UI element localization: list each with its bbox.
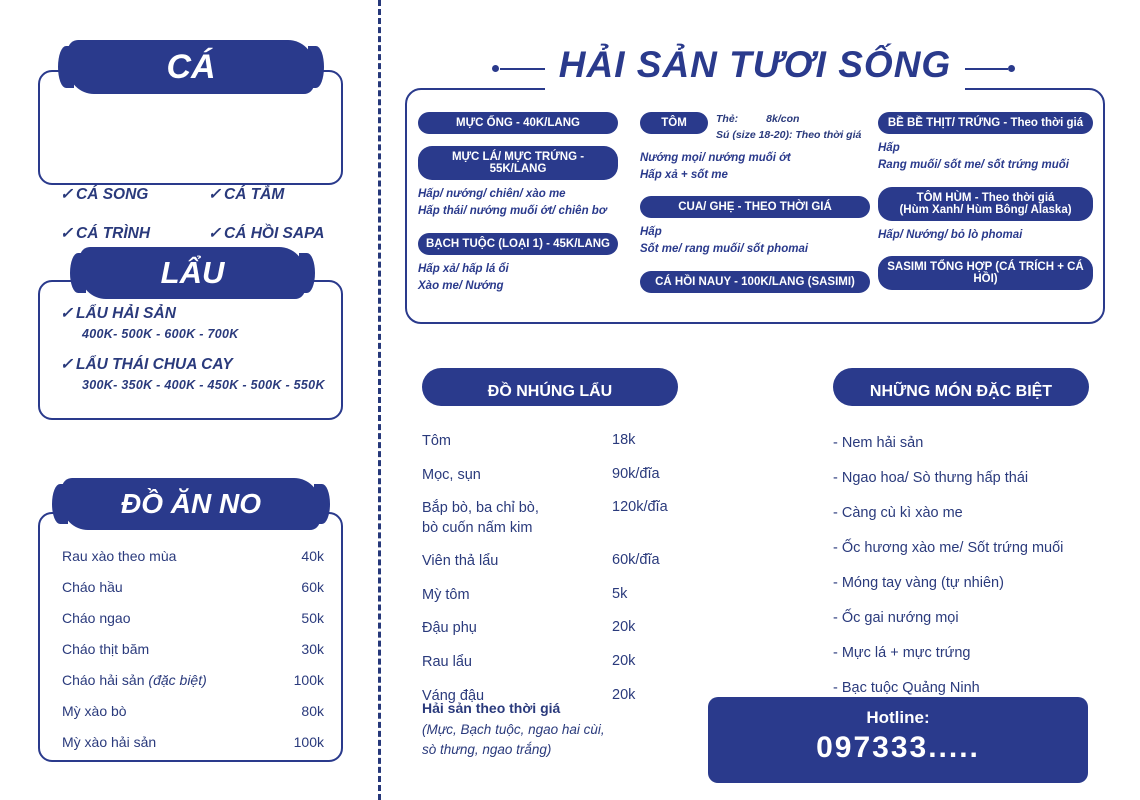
- ca-item-grid: [60, 185, 360, 243]
- dish-name: Mỳ tôm: [422, 586, 470, 603]
- do-an-no-title: ĐỒ ĂN NO: [121, 488, 261, 519]
- ca-item-label: CÁ SONG: [76, 186, 149, 203]
- dish-price: 80k: [301, 702, 324, 719]
- dish-price: 5k: [612, 585, 628, 602]
- table-row: [62, 571, 324, 602]
- table-row: [62, 602, 324, 633]
- seafood-block: [640, 271, 870, 293]
- seafood-pill: BỀ BỀ THỊT/ TRỨNG - Theo thời giá: [878, 112, 1093, 134]
- do-nhung-lau-banner: [422, 368, 678, 406]
- seafood-sub: Hấp xả/ hấp lá ổi Xào me/ Nướng: [418, 262, 509, 292]
- list-item: - Càng cù kì xào me: [833, 504, 963, 521]
- seafood-block-tom: [640, 112, 870, 184]
- table-row: [62, 664, 324, 695]
- decor-line-right: [962, 68, 1008, 70]
- table-row: [422, 425, 712, 459]
- seafood-block: [878, 256, 1093, 290]
- decor-dot-left: [492, 65, 499, 72]
- dish-note: (đặc biệt): [148, 671, 207, 688]
- do-nhung-lau-title: ĐỒ NHÚNG LẨU: [487, 383, 613, 400]
- list-item: - Ốc gai nướng mọi: [833, 609, 959, 626]
- list-item: [60, 304, 350, 341]
- dish-price: 100k: [293, 733, 324, 750]
- dish-name: Mỳ xào hải sản: [62, 733, 157, 750]
- table-row: [422, 492, 712, 545]
- seafood-column-3: [878, 112, 1093, 302]
- dish-price: 120k/đĩa: [612, 499, 668, 516]
- do-an-no-list: [62, 540, 324, 757]
- dish-name: Mọc, sụn: [422, 466, 481, 483]
- dish-name: Viên thả lẩu: [422, 553, 499, 570]
- seafood-pill: TÔM: [640, 112, 708, 134]
- tom-row: [640, 112, 870, 144]
- seafood-block: [418, 146, 618, 221]
- seafood-block: [878, 112, 1093, 175]
- decor-dot-right: [1008, 65, 1015, 72]
- seafood-sub: Hấp Rang muối/ sốt me/ sốt trứng muối: [878, 142, 1069, 172]
- seafood-block: [878, 187, 1093, 244]
- lau-title: LẨU: [160, 255, 225, 290]
- hotline-number: 097333.....: [816, 731, 980, 764]
- list-item: [60, 224, 200, 243]
- check-icon: ✓: [60, 305, 73, 322]
- table-row: [62, 540, 324, 571]
- table-row: [62, 695, 324, 726]
- mon-dac-biet-title: NHỮNG MÓN ĐẶC BIỆT: [869, 383, 1053, 400]
- seafood-pill: MỰC ỐNG - 40K/LANG: [418, 112, 618, 134]
- table-row: [422, 579, 712, 613]
- dish-price: 20k: [612, 652, 636, 669]
- list-item: [208, 185, 348, 204]
- tom-type-label: Thẻ:: [716, 113, 739, 125]
- seafood-column-1: [418, 112, 618, 307]
- list-item: - Móng tay vàng (tự nhiên): [833, 574, 1004, 591]
- seafood-pill: CÁ HỒI NAUY - 100K/LANG (SASIMI): [640, 271, 870, 293]
- check-icon: ✓: [208, 186, 221, 203]
- lau-item-list: [60, 304, 350, 392]
- list-item: - Mực lá + mực trứng: [833, 644, 971, 661]
- table-row: [62, 633, 324, 664]
- table-row: [62, 726, 324, 757]
- list-item: - Bạc tuộc Quảng Ninh: [833, 679, 980, 696]
- do-nhung-lau-note: [422, 700, 682, 759]
- lau-item-label: LẨU HẢI SẢN: [76, 305, 176, 322]
- tom-size-line: Sú (size 18-20): Theo thời giá: [716, 128, 862, 141]
- dish-price: 60k/đĩa: [612, 552, 660, 569]
- do-nhung-lau-list: [422, 425, 712, 713]
- tom-price-info: [716, 112, 861, 144]
- ca-title: CÁ: [166, 48, 216, 86]
- dish-name: Váng đậu: [422, 687, 485, 704]
- vertical-dashed-divider: [378, 0, 381, 800]
- dish-name: Đậu phụ: [422, 620, 477, 637]
- seafood-sub: Hấp/ Nướng/ bỏ lò phomai: [878, 228, 1023, 241]
- seafood-title: HẢI SẢN TƯƠI SỐNG: [545, 44, 965, 94]
- seafood-column-2: [640, 112, 870, 305]
- seafood-sub: Hấp/ nướng/ chiên/ xào me Hấp thái/ nướng muối ớt/ chiên bơ: [418, 188, 607, 218]
- dish-price: 40k: [301, 547, 324, 564]
- dish-name: Rau xào theo mùa: [62, 547, 177, 564]
- dish-price: 18k: [612, 432, 636, 448]
- dish-name: Cháo ngao: [62, 609, 131, 626]
- seafood-pill: TÔM HÙM - Theo thời giá (Hùm Xanh/ Hùm Bông/ Alaska): [878, 187, 1093, 221]
- lau-item-label: LẨU THÁI CHUA CAY: [76, 356, 233, 373]
- do-an-no-title-banner: [62, 478, 320, 530]
- dish-name: Cháo hải sản (đặc biệt): [62, 671, 207, 688]
- check-icon: ✓: [208, 225, 221, 242]
- check-icon: ✓: [60, 225, 73, 242]
- seafood-sub: Nướng mọi/ nướng muối ớt Hấp xả + sốt me: [640, 151, 791, 181]
- table-row: [422, 646, 712, 680]
- list-item: - Nem hải sản: [833, 434, 924, 451]
- seafood-pill: BẠCH TUỘC (LOẠI 1) - 45K/LANG: [418, 233, 618, 255]
- hotline-box[interactable]: [708, 697, 1088, 783]
- dish-name: Tôm: [422, 433, 451, 449]
- lau-title-banner: [80, 247, 305, 299]
- table-row: [422, 459, 712, 493]
- seafood-block: [418, 233, 618, 296]
- dish-price: 50k: [301, 609, 324, 626]
- decor-line-left: [500, 68, 546, 70]
- lau-item-price: 400K- 500K - 600K - 700K: [82, 327, 239, 341]
- check-icon: ✓: [60, 356, 73, 373]
- tom-type-price: 8k/con: [766, 113, 800, 125]
- seafood-block: [640, 196, 870, 259]
- seafood-pill: CUA/ GHẸ - THEO THỜI GIÁ: [640, 196, 870, 218]
- ca-item-label: CÁ HỒI SAPA: [224, 225, 325, 242]
- list-item: - Ốc hương xào me/ Sốt trứng muối: [833, 539, 1064, 556]
- mon-dac-biet-list: [833, 425, 1123, 705]
- table-row: [422, 545, 712, 579]
- dish-price: 30k: [301, 640, 324, 657]
- dish-name: Cháo hầu: [62, 578, 123, 595]
- list-item: - Ngao hoa/ Sò thưng hấp thái: [833, 469, 1029, 486]
- list-item: [60, 185, 200, 204]
- note-title: Hải sản theo thời giá: [422, 700, 561, 716]
- dish-name: Bắp bò, ba chỉ bò, bò cuốn nấm kim: [422, 500, 539, 536]
- dish-name: Cháo thịt băm: [62, 640, 150, 657]
- seafood-sub: Hấp Sốt me/ rang muối/ sốt phomai: [640, 226, 809, 256]
- mon-dac-biet-banner: [833, 368, 1089, 406]
- ca-item-label: CÁ TRÌNH: [76, 225, 151, 242]
- check-icon: ✓: [60, 186, 73, 203]
- dish-name: Mỳ xào bò: [62, 702, 127, 719]
- note-subtitle: (Mực, Bạch tuộc, ngao hai cùi, sò thưng, ngao trắng): [422, 722, 605, 757]
- seafood-block: [418, 112, 618, 134]
- seafood-pill: SASIMI TỔNG HỢP (CÁ TRÍCH + CÁ HỒI): [878, 256, 1093, 290]
- lau-item-price: 300K- 350K - 400K - 450K - 500K - 550K: [82, 378, 325, 392]
- dish-price: 20k: [612, 686, 636, 703]
- ca-title-banner: [68, 40, 314, 94]
- dish-price: 60k: [301, 578, 324, 595]
- list-item: [60, 355, 350, 392]
- dish-price: 100k: [293, 671, 324, 688]
- list-item: [208, 224, 348, 243]
- table-row: [422, 612, 712, 646]
- dish-price: 90k/đĩa: [612, 465, 660, 482]
- seafood-pill: MỰC LÁ/ MỰC TRỨNG - 55K/LANG: [418, 146, 618, 180]
- dish-price: 20k: [612, 619, 636, 636]
- tom-price-row: [716, 112, 861, 128]
- dish-name: Rau lẩu: [422, 653, 472, 670]
- ca-item-label: CÁ TẮM: [224, 186, 285, 203]
- hotline-label: Hotline:: [866, 708, 930, 727]
